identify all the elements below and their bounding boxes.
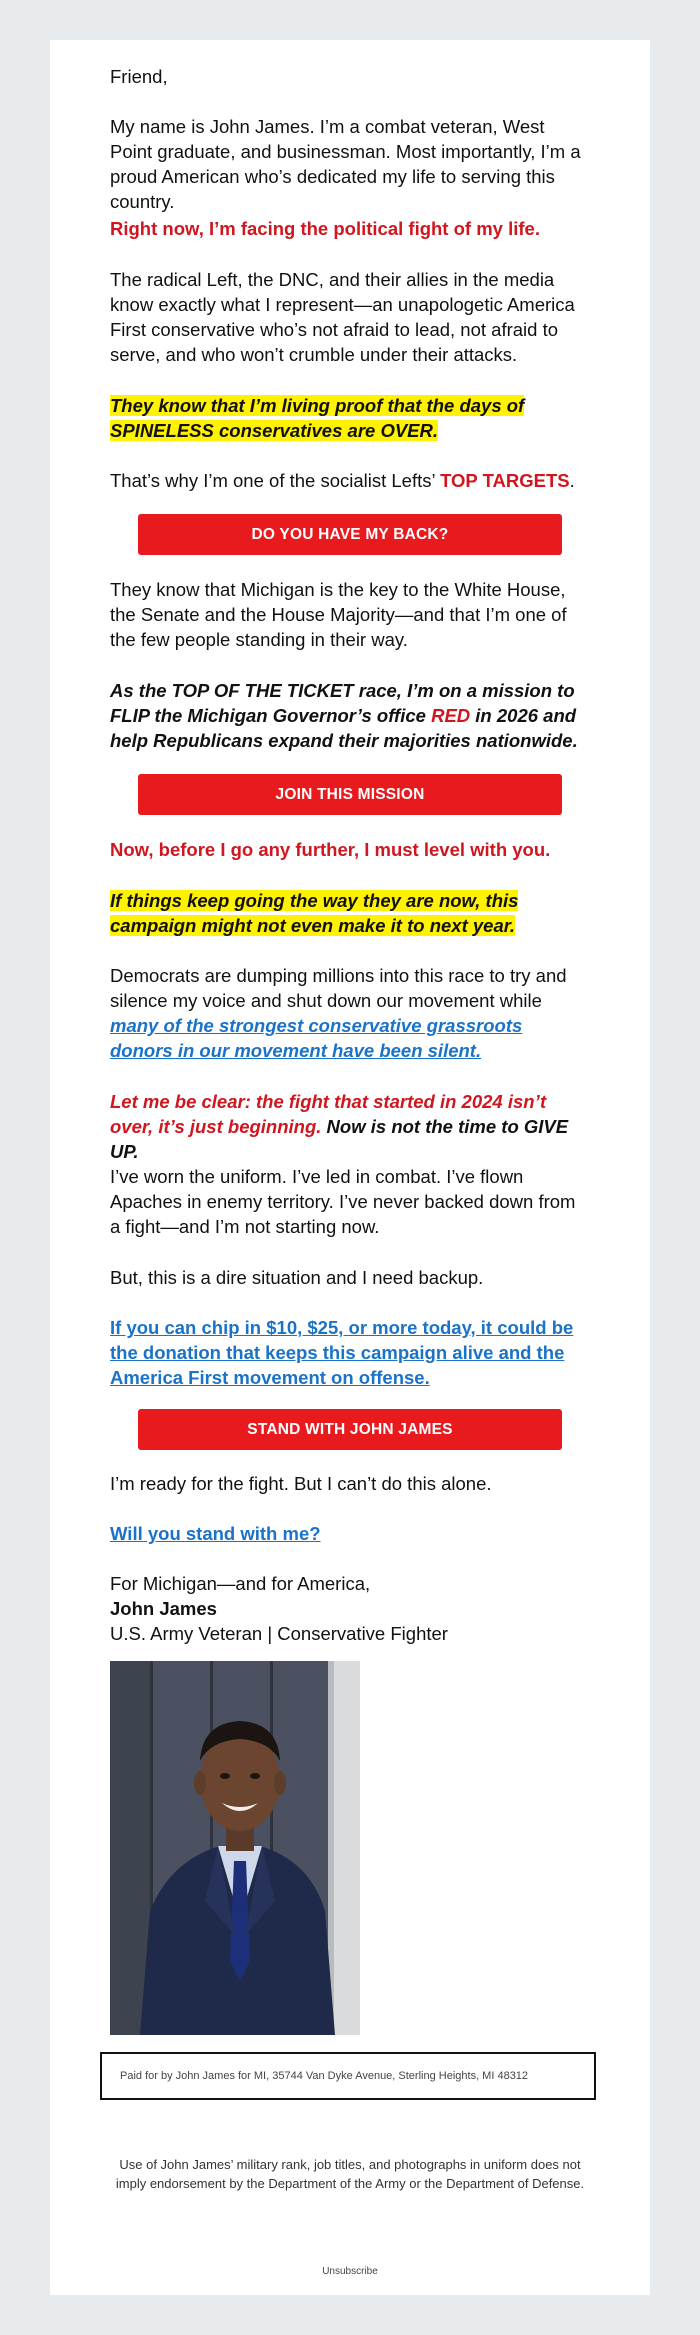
mission-red-word: RED (431, 705, 471, 726)
email-card (50, 40, 650, 2295)
michigan-paragraph: They know that Michigan is the key to the White House, the Senate and the House Majority—and that I’m one of the few people standing in their way. (110, 579, 567, 650)
highlighted-statement (110, 393, 590, 443)
chip-in-paragraph (110, 1315, 590, 1390)
dire-situation-paragraph: But, this is a dire situation and I need backup. (110, 1267, 484, 1288)
intro-paragraph: My name is John James. I’m a combat veteran, West Point graduate, and businessman. Most importantly, I’m a proud American who’s dedicated my life to serving this country. (110, 116, 581, 212)
campaign-warning (110, 888, 590, 938)
stand-with-john-james-button[interactable]: STAND WITH JOHN JAMES (138, 1409, 562, 1450)
paid-for-text: Paid for by John James for MI, 35744 Van Dyke Avenue, Sterling Heights, MI 48312 (120, 2070, 529, 2082)
be-clear-paragraph (110, 1089, 590, 1164)
level-with-you-headline: Now, before I go any further, I must level with you. (110, 839, 551, 860)
be-clear-black-text: Now is not the time to GIVE UP. (110, 1116, 569, 1162)
greeting: Friend, (110, 66, 168, 87)
top-targets-prefix: That’s why I’m one of the socialist Lefts’ (110, 470, 441, 491)
signoff: For Michigan—and for America, (110, 1573, 371, 1594)
unsubscribe-link[interactable]: Unsubscribe (322, 2266, 378, 2277)
top-targets-suffix: . (569, 470, 575, 491)
do-you-have-my-back-button[interactable]: DO YOU HAVE MY BACK? (138, 514, 562, 555)
mission-text-b: in 2026 and help Republicans expand their majorities nationwide. (110, 705, 578, 751)
uniform-paragraph: I’ve worn the uniform. I’ve led in combat. I’ve flown Apaches in enemy territory. I’ve never backed down from a fight—and I’m not starting now. (110, 1166, 576, 1237)
candidate-photo (110, 1661, 360, 2035)
chip-in-link[interactable]: If you can chip in $10, $25, or more today, it could be the donation that keeps this campaign alive and the America First movement on offense. (110, 1317, 574, 1388)
democrats-text: Democrats are dumping millions into this race to try and silence my voice and shut down our movement while (110, 965, 567, 1011)
mission-text-a: As the TOP OF THE TICKET race, I’m on a mission to FLIP the Michigan Governor’s office (110, 680, 575, 726)
military-disclaimer: Use of John James’ military rank, job titles, and photographs in uniform does not imply endorsement by the Department of the Army or the Department of Defense. (115, 2157, 585, 2191)
campaign-warning-highlight: If things keep going the way they are now, this campaign might not even make it to next year. (110, 890, 519, 936)
top-targets-emphasis: TOP TARGETS (440, 470, 570, 491)
top-targets-paragraph (110, 468, 590, 493)
signature-title: U.S. Army Veteran | Conservative Fighter (110, 1623, 448, 1644)
join-this-mission-button[interactable]: JOIN THIS MISSION (138, 774, 562, 815)
democrats-paragraph (110, 963, 590, 1063)
paid-for-disclaimer-box (100, 2052, 596, 2100)
stand-with-me-paragraph (110, 1521, 590, 1546)
fight-headline: Right now, I’m facing the political fight of my life. (110, 218, 540, 239)
radical-left-paragraph: The radical Left, the DNC, and their allies in the media know exactly what I represent—an unapologetic America First conservative who’s not afraid to lead, not afraid to serve, and who won’t crumble under their attacks. (110, 269, 575, 365)
silent-donors-link[interactable]: many of the strongest conservative grassroots donors in our movement have been silent. (110, 1015, 523, 1061)
be-clear-red-text: Let me be clear: the fight that started in 2024 isn’t over, it’s just beginning. (110, 1091, 547, 1137)
stand-with-me-link[interactable]: Will you stand with me? (110, 1523, 321, 1544)
signature-name: John James (110, 1598, 217, 1619)
highlight-text: They know that I’m living proof that the days of SPINELESS conservatives are OVER. (110, 395, 525, 441)
mission-paragraph (110, 678, 590, 753)
ready-for-fight-paragraph: I’m ready for the fight. But I can’t do this alone. (110, 1473, 492, 1494)
